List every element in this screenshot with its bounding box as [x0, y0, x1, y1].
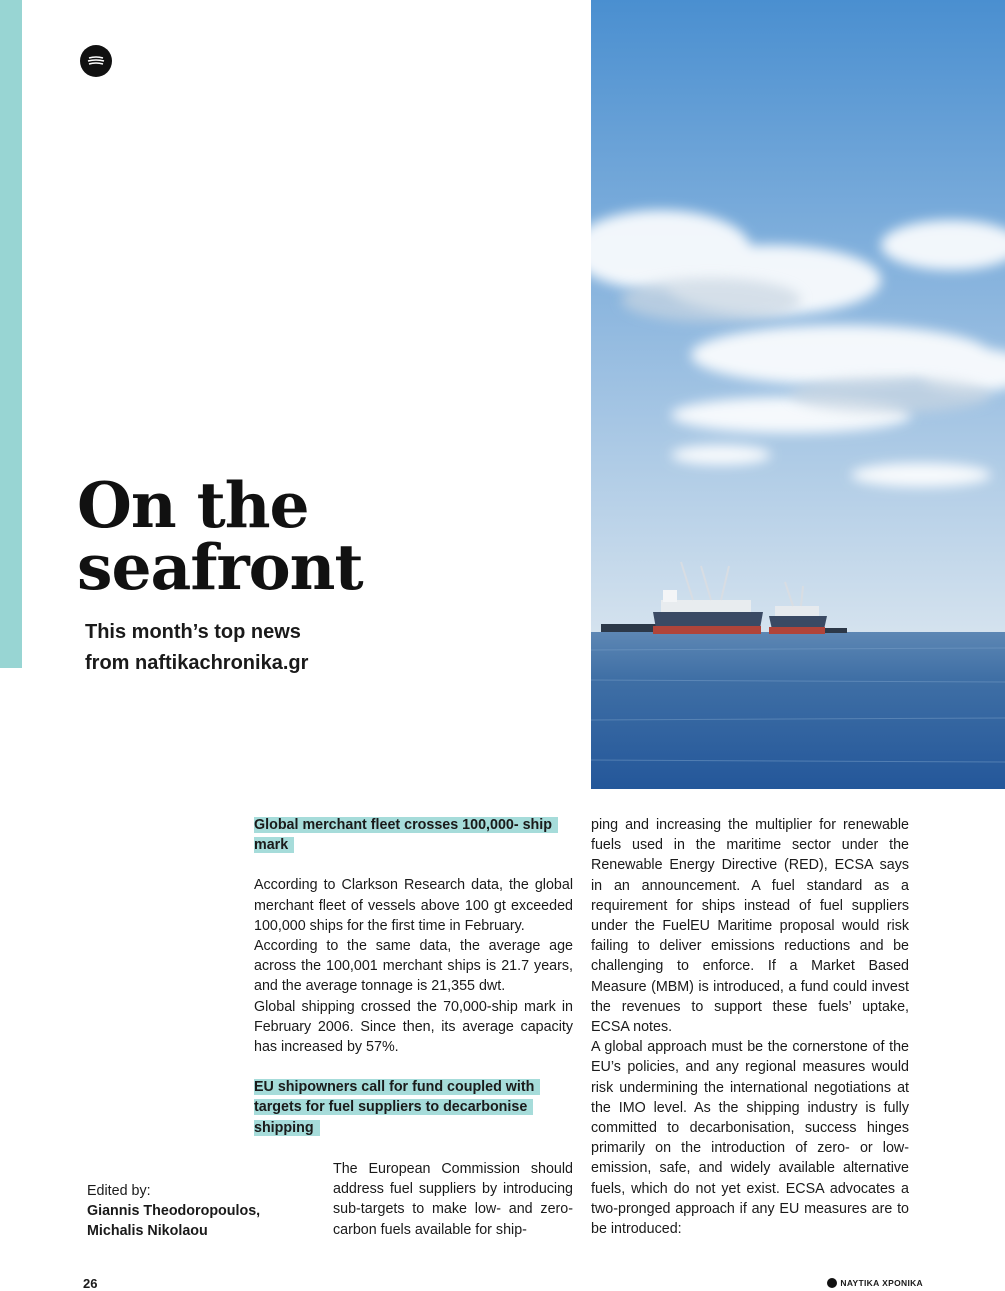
article-2-headline: EU shipowners call for fund coupled with targets for fuel suppliers to decarbonise shipping — [254, 1077, 573, 1138]
page-subtitle — [85, 617, 308, 679]
article-1-headline: Global merchant fleet crosses 100,000- ship mark — [254, 815, 573, 855]
article-1-paragraph-2: According to the same data, the average age across the 100,001 merchant ships is 21.7 years, and the average tonnage is 21,355 dwt. — [254, 938, 573, 995]
footer-brand-text: ΝΑΥΤΙΚΑ ΧΡΟΝΙΚΑ — [840, 1278, 923, 1288]
subtitle-line-2: from naftikachronika.gr — [85, 652, 309, 674]
article-1-paragraph-1: According to Clarkson Research data, the global merchant fleet of vessels above 100 gt exceeded 100,000 ships for the first time in February. — [254, 877, 573, 934]
page-number: 26 — [83, 1276, 98, 1291]
article-2-paragraph-3: A global approach must be the cornerstone of the EU’s policies, and any regional measures would risk undermining the international negotiations at the IMO level. As the shipping industry is fully committed to decarbonisation, success hinges primarily on the introduction of zero- or low-emission, safe, and widely available alternative fuels, which do not yet exist. ECSA advocates a two-pronged approach if any EU measures are to be introduced: — [591, 1039, 909, 1238]
title-line-1: On the — [77, 468, 309, 542]
article-column-1 — [254, 815, 573, 1138]
brand-logo-icon — [827, 1278, 837, 1288]
editor-credits — [87, 1181, 260, 1242]
article-2-paragraph-1: The European Commission should address fuel suppliers by introducing sub-targets to make low- and zero-carbon fuels available for ship- — [333, 1161, 573, 1238]
ships-at-sea-photo — [591, 0, 1005, 789]
article-2-paragraph-2: ping and increasing the multiplier for renewable fuels used in the maritime sector under the Renewable Energy Directive (RED), ECSA says in an announcement. A fuel standard as a requirement for ships instead of fuel suppliers under the FuelEU Maritime proposal would risk failing to deliver emissions reductions and be challenging to enforce. If a Market Based Measure (MBM) is introduced, a fund could invest the revenues to support these fuels’ uptake, ECSA notes. — [591, 817, 909, 1036]
article-2-intro-column — [333, 1159, 573, 1240]
subtitle-line-1: This month’s top news — [85, 621, 301, 643]
wave-logo-icon — [80, 45, 112, 77]
title-line-2: seafront — [77, 530, 363, 604]
credits-label: Edited by: — [87, 1183, 151, 1199]
editor-name-1: Giannis Theodoropoulos, — [87, 1203, 261, 1220]
editor-name-2: Michalis Nikolaou — [87, 1223, 208, 1240]
accent-bar — [0, 0, 22, 668]
footer-brand — [827, 1278, 923, 1288]
page-title — [77, 468, 363, 604]
article-1-paragraph-3: Global shipping crossed the 70,000-ship mark in February 2006. Since then, its average capacity has increased by 57%. — [254, 998, 573, 1056]
article-column-2 — [591, 815, 909, 1239]
